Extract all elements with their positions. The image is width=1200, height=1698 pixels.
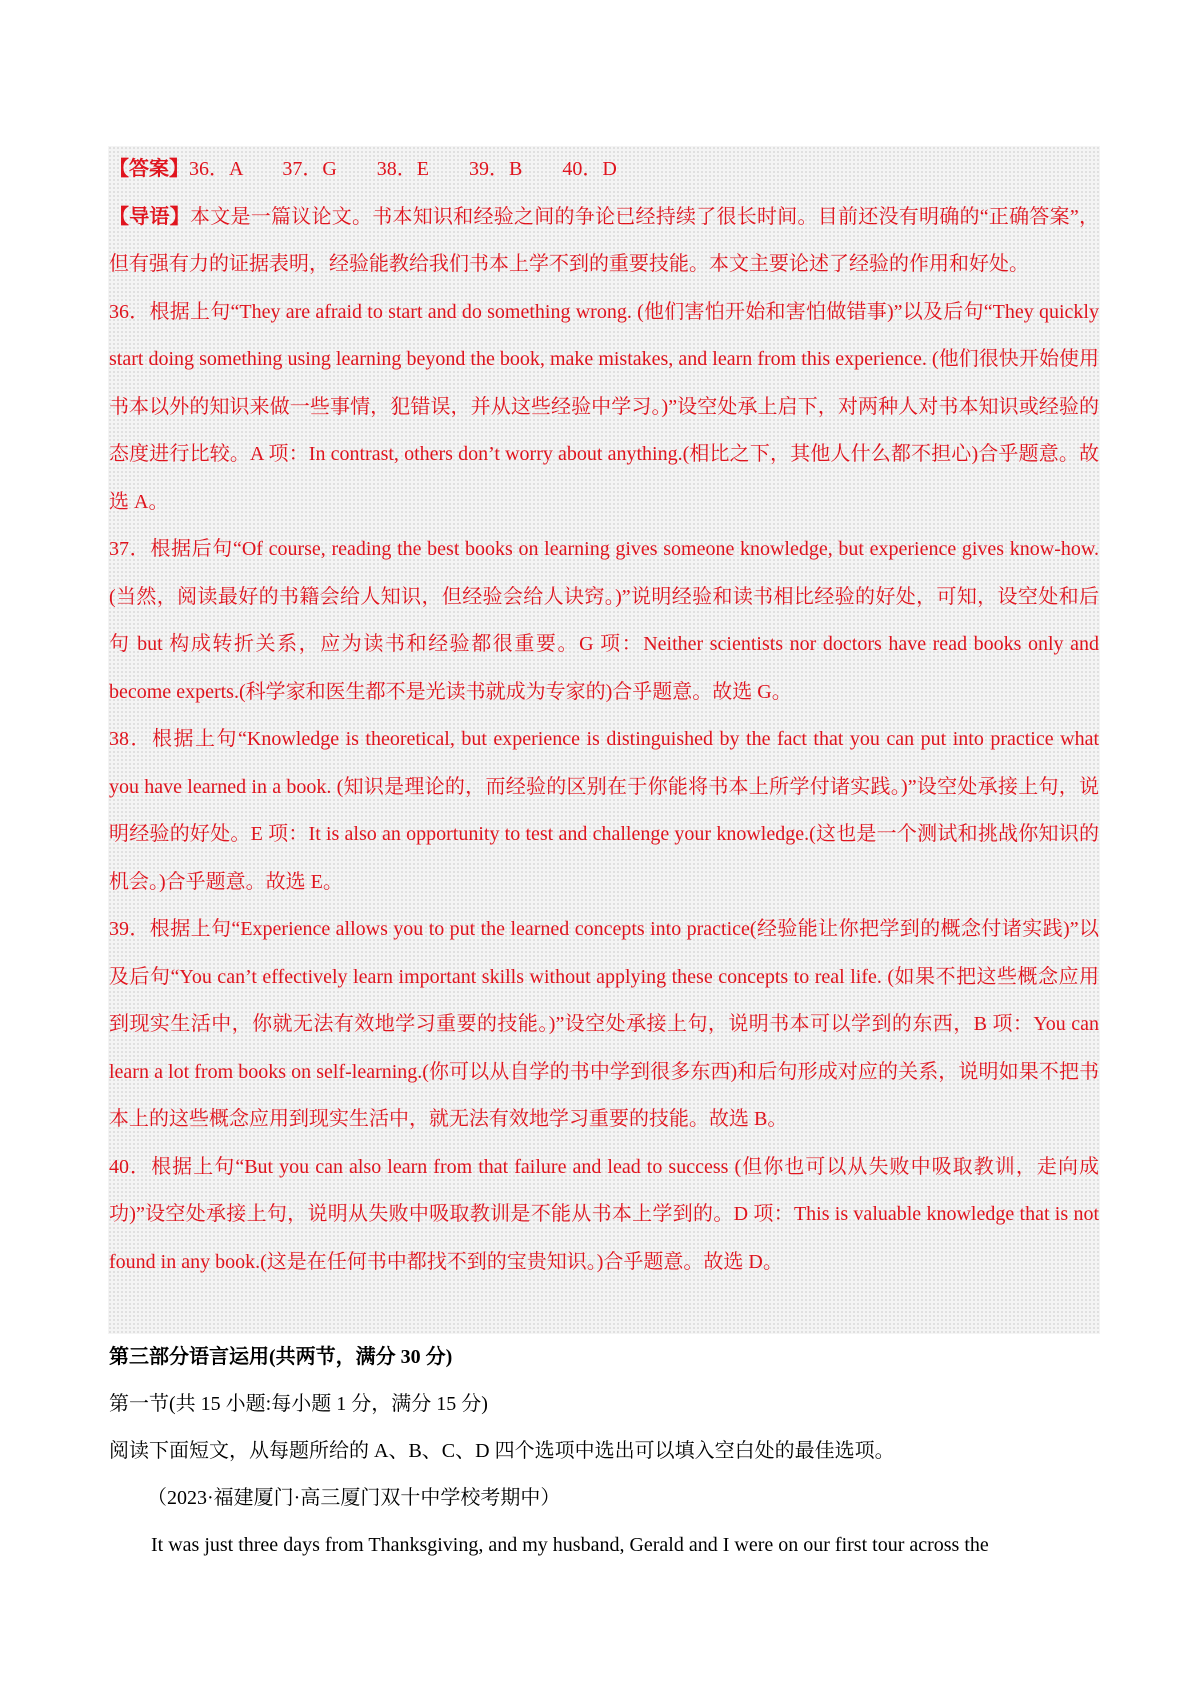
section-one-heading: 第一节(共 15 小题:每小题 1 分，满分 15 分) [109,1393,488,1415]
explanation-40: 40．根据上句“But you can also learn from that failure and lead to success (但你也可以从失败中吸取教训，走向成功)”设空处承接上句，说明从失败中吸取教训是不能从书本上学到的。D 项：This is valuable knowledge that is not found in any book.(这是在任何书中都找不到的宝贵知识。)合乎题意。故选 D。 [109,1155,1099,1273]
explanation-39: 39．根据上句“Experience allows you to put the learned concepts into practice(经验能让你把学到的概念付诸实践)”以及后句“You can’t effectively learn important skills without applying these concepts to real life. (如果不把这些概念应用到现实生活中，你就无法有效地学习重要的技能。)”设空处承接上句，说明书本可以学到的东西，B 项：You can learn a lot from books on self-learning.(你可以从自学的书中学到很多东西)和后句形成对应的关系，说明如果不把书本上的这些概念应用到现实生活中，就无法有效地学习重要的技能。故选 B。 [109,918,1099,1130]
answer-line [109,146,1099,194]
passage-start: It was just three days from Thanksgiving, and my husband, Gerald and I were on our first tour across the [151,1534,989,1556]
answer-explanation-block [109,146,1099,1286]
explanation-36: 36．根据上句“They are afraid to start and do something wrong. (他们害怕开始和害怕做错事)”以及后句“They quickly start doing something using learning beyond the book, make mistakes, and learn from this experience. (他们很快开始使用书本以外的知识来做一些事情，犯错误，并从这些经验中学习。)”设空处承上启下，对两种人对书本知识或经验的态度进行比较。A 项：In contrast, others don’t worry about anything.(相比之下，其他人什么都不担心)合乎题意。故选 A。 [109,300,1099,513]
instructions: 阅读下面短文，从每题所给的 A、B、C、D 四个选项中选出可以填入空白处的最佳选项。 [109,1440,895,1462]
guide-paragraph [109,194,1099,289]
guide-label: 【导语】 [109,205,190,228]
explanation-38: 38．根据上句“Knowledge is theoretical, but experience is distinguished by the fact that you can put into practice what you have learned in a book. (知识是理论的，而经验的区别在于你能将书本上所学付诸实践。)”设空处承接上句，说明经验的好处。E 项：It is also an opportunity to test and challenge your knowledge.(这也是一个测试和挑战你知识的机会。)合乎题意。故选 E。 [109,728,1099,893]
source-note: （2023·福建厦门·高三厦门双十中学校考期中） [147,1487,561,1509]
part-three-heading: 第三部分语言运用(共两节，满分 30 分) [109,1346,453,1368]
guide-text: 本文是一篇议论文。书本知识和经验之间的争论已经持续了很长时间。目前还没有明确的“正确答案”，但有强有力的证据表明，经验能教给我们书本上学不到的重要技能。本文主要论述了经验的作用和好处。 [109,205,1099,275]
explanation-37: 37．根据后句“Of course, reading the best books on learning gives someone knowledge, but experience gives know-how. (当然，阅读最好的书籍会给人知识，但经验会给人诀窍。)”说明经验和读书相比经验的好处，可知，设空处和后句 but 构成转折关系，应为读书和经验都很重要。G 项：Neither scientists nor doctors have read books only and become experts.(科学家和医生都不是光读书就成为专家的)合乎题意。故选 G。 [109,538,1099,703]
answer-values: 36．A 37．G 38．E 39．B 40．D [189,158,617,180]
answer-label: 【答案】 [109,158,189,180]
